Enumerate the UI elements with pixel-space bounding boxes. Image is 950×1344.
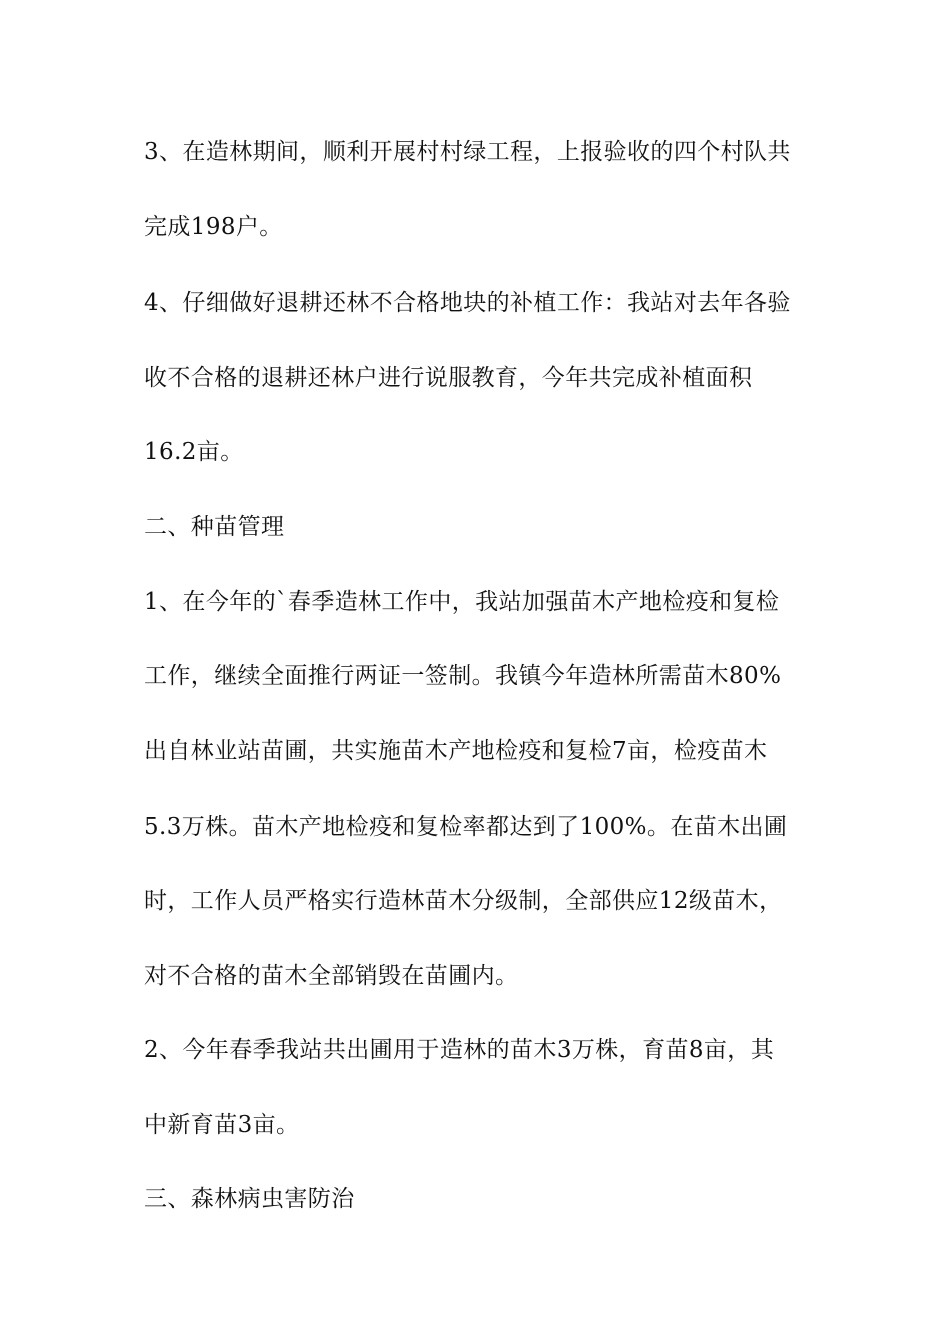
text-line: 16.2亩。 <box>144 439 244 465</box>
text-line: 3、在造林期间，顺利开展村村绿工程，上报验收的四个村队共 <box>144 139 791 165</box>
section-heading: 二、种苗管理 <box>144 514 285 540</box>
text-line: 完成198户。 <box>144 214 283 240</box>
section-heading: 三、森林病虫害防治 <box>144 1186 355 1212</box>
text-line: 1、在今年的`春季造林工作中，我站加强苗木产地检疫和复检 <box>144 589 780 615</box>
text-line: 工作，继续全面推行两证一签制。我镇今年造林所需苗木80% <box>144 663 782 689</box>
text-line: 出自林业站苗圃，共实施苗木产地检疫和复检7亩，检疫苗木 <box>144 738 768 764</box>
text-line: 收不合格的退耕还林户进行说服教育，今年共完成补植面积 <box>144 365 753 391</box>
text-line: 5.3万株。苗木产地检疫和复检率都达到了100%。在苗木出圃 <box>144 814 788 840</box>
text-line: 2、今年春季我站共出圃用于造林的苗木3万株，育苗8亩，其 <box>144 1037 775 1063</box>
text-line: 时，工作人员严格实行造林苗木分级制，全部供应12级苗木， <box>144 888 783 914</box>
text-line: 中新育苗3亩。 <box>144 1112 300 1138</box>
text-line: 对不合格的苗木全部销毁在苗圃内。 <box>144 963 519 989</box>
text-line: 4、仔细做好退耕还林不合格地块的补植工作：我站对去年各验 <box>144 290 791 316</box>
